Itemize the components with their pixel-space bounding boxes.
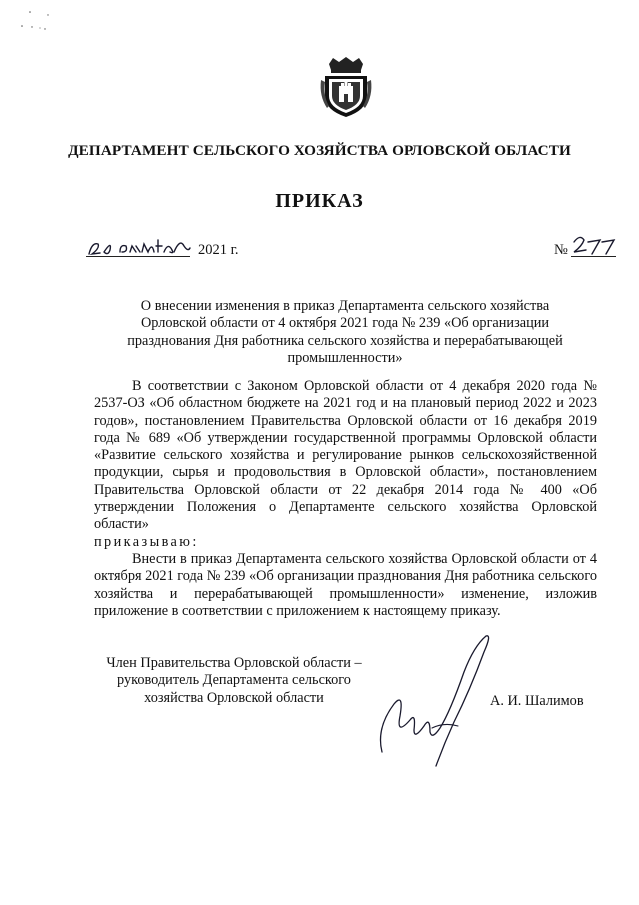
coat-of-arms-emblem-icon <box>319 56 373 118</box>
date-underline <box>86 256 190 257</box>
signatory-position <box>94 655 374 707</box>
order-word: приказываю: <box>94 533 199 550</box>
handwritten-date <box>86 232 192 262</box>
order-body <box>94 378 597 620</box>
date-year: 2021 г. <box>198 242 239 258</box>
order-subject: О внесении изменения в приказ Департамента сельского хозяйства Орловской области от 4 октября 2021 года № 239 «Об организации празднования Дня работника сельского хозяйства и перерабатывающей промышленности» <box>127 298 563 366</box>
scan-specks <box>18 8 63 38</box>
document-title: ПРИКАЗ <box>275 190 364 212</box>
number-sign: № <box>554 242 568 258</box>
position-line-3: хозяйства Орловской области <box>144 689 324 706</box>
body-paragraph-1: В соответствии с Законом Орловской области от 4 декабря 2020 года № 2537-ОЗ «Об областном бюджете на 2021 год и на плановый период 2022 и 2023 годов», постановлением Правительства Орловской области от 16 декабря 2019 года № 689 «Об утверждении государственной программы Орловской области «Развитие сельского хозяйства и регулирование рынков сельскохозяйственной продукции, сырья и продовольствия в Орловской области», постановлением Правительства Орловской области от 22 декабря 2014 года № 400 «Об утверждении Положения о Департаменте сельского хозяйства Орловской области» приказываю: <box>94 378 597 550</box>
handwritten-signature <box>374 632 494 768</box>
department-heading: ДЕПАРТАМЕНТ СЕЛЬСКОГО ХОЗЯЙСТВА ОРЛОВСКОЙ ОБЛАСТИ <box>68 142 571 159</box>
signatory-name: А. И. Шалимов <box>490 693 584 709</box>
number-underline <box>571 256 616 257</box>
body-paragraph-2: Внести в приказ Департамента сельского хозяйства Орловской области от 4 октября 2021 года № 239 «Об организации празднования Дня работника сельского хозяйства и перерабатывающей промышленности» изменение, изложив приложение в соответствии с приложением к настоящему приказу. <box>94 550 597 619</box>
position-line-2: руководитель Департамента сельского <box>117 672 351 689</box>
position-line-1: Член Правительства Орловской области – <box>106 655 362 671</box>
